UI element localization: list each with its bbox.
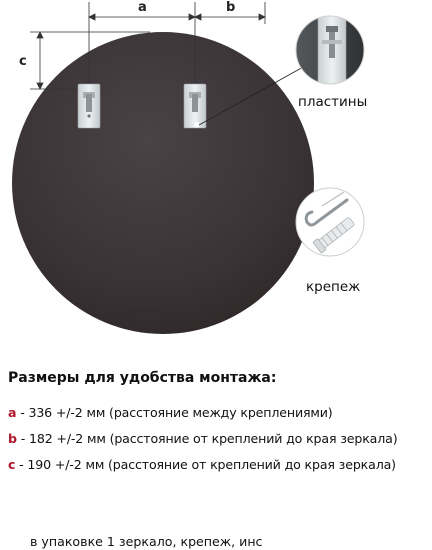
spec-key-a: a — [8, 405, 17, 420]
plate-detail-circle — [296, 12, 364, 84]
round-mirror — [12, 32, 314, 334]
spec-text-a: - 336 +/-2 мм (расстояние между креплениями) — [16, 405, 333, 420]
watermark-fade — [282, 520, 432, 550]
mounting-plate-left — [78, 84, 100, 128]
dimension-b-label: b — [226, 0, 236, 15]
dimension-a-label: a — [138, 0, 147, 15]
spec-key-b: b — [8, 431, 17, 446]
spec-text-b: - 182 +/-2 мм (расстояние от креплений до края зеркала) — [16, 431, 398, 446]
spec-line-c — [8, 457, 396, 472]
spec-text-c: - 190 +/-2 мм (расстояние от креплений до края зеркала) — [15, 457, 396, 472]
fastener-detail-circle — [296, 188, 364, 256]
mounting-plate-right — [184, 84, 206, 128]
mounting-dimensions-heading: Размеры для удобства монтажа: — [8, 370, 277, 386]
dimension-c-label: c — [19, 54, 27, 69]
fastener-label: крепеж — [306, 279, 361, 295]
package-contents-note: в упаковке 1 зеркало, крепеж, инс — [30, 534, 263, 549]
spec-line-b — [8, 431, 397, 446]
spec-key-c: c — [8, 457, 16, 472]
plates-label: пластины — [298, 94, 368, 110]
spec-line-a — [8, 405, 333, 420]
